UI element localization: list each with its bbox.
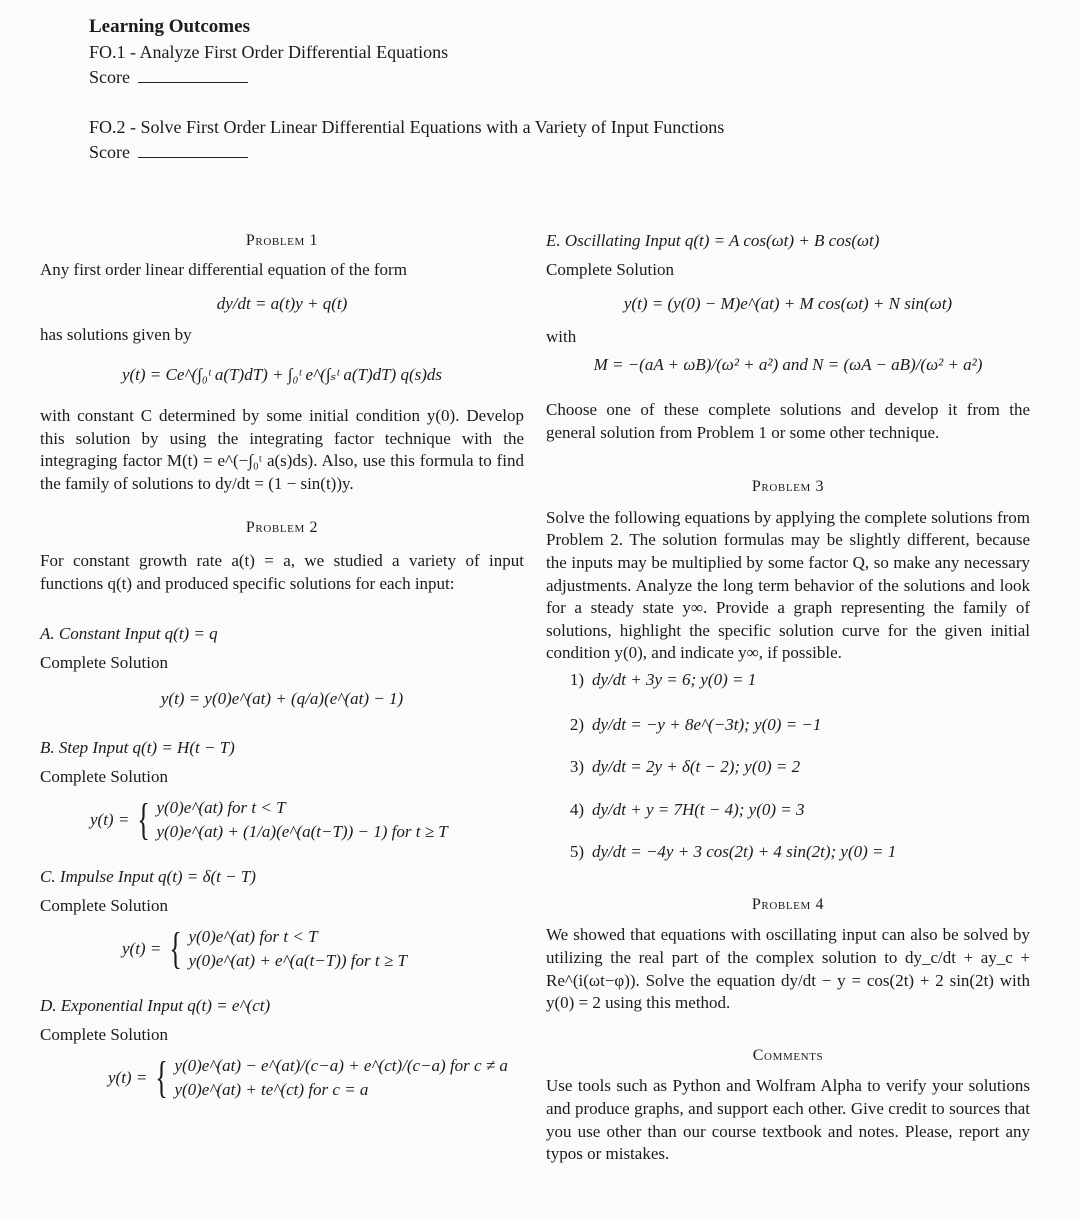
complete-solution-label: Complete Solution: [40, 895, 168, 915]
problem3-body: Solve the following equations by applying the complete solutions from Problem 2. The solution formulas may be slightly different, because the inputs may be multiplied by some factor Q, so make any necessary adjustments. Analyze the long term behavior of the solutions and look for a steady state y∞. Provide a graph representing the family of solutions, highlight the specific solution curve for the given initial condition y(0), and indicate y∞, if possible.: [546, 507, 1030, 663]
problem3-list: [546, 669, 1030, 864]
problem2-heading: Problem 2: [245, 519, 319, 537]
problem1-body: with constant C determined by some initial condition y(0). Develop this solution by using the integrating factor technique with the integraging factor M(t) = e^(−∫₀ᵗ a(s)ds). Also, use this formula to find the family of solutions to dy/dt = (1 − sin(t))y.: [40, 405, 524, 493]
problem2-D-cases: y(t) = { y(0)e^(at) − e^(at)/(c−a) + e^(ct)/(c−a) for c ≠ a y(0)e^(at) + te^(ct) for c = a: [108, 1053, 508, 1103]
case-row: y(0)e^(at) + te^(ct) for c = a: [174, 1080, 369, 1100]
problem3-heading: Problem 3: [751, 478, 825, 496]
problem2-intro: For constant growth rate a(t) = a, we studied a variety of input functions q(t) and produced specific solutions for each input:: [40, 550, 524, 593]
complete-solution-label: Complete Solution: [546, 259, 674, 279]
problem2-E-MN: M = −(aA + ωB)/(ω² + a²) and N = (ωA − aB)/(ω² + a²): [593, 355, 983, 375]
problem4-heading: Problem 4: [751, 895, 825, 913]
problem2-A-title: A. Constant Input q(t) = q: [40, 624, 218, 644]
case-row: y(0)e^(at) + e^(a(t−T)) for t ≥ T: [188, 951, 407, 971]
list-item: 5) dy/dt = −4y + 3 cos(2t) + 4 sin(2t); y(0) = 1: [566, 841, 1030, 864]
problem2-E-eq: y(t) = (y(0) − M)e^(at) + M cos(ωt) + N sin(ωt): [623, 294, 953, 314]
right-column: [546, 230, 1030, 1166]
complete-solution-label: Complete Solution: [40, 1024, 168, 1044]
with-label: with: [546, 326, 577, 346]
problem1-eq2: y(t) = Ce^(∫₀ᵗ a(T)dT) + ∫₀ᵗ e^(∫ₛᵗ a(T)dT) q(s)ds: [121, 365, 443, 385]
problem2-A-eq: y(t) = y(0)e^(at) + (q/a)(e^(at) − 1): [160, 689, 404, 709]
problem1-intro: Any first order linear differential equation of the form: [40, 259, 407, 279]
problem2-D-title: D. Exponential Input q(t) = e^(ct): [40, 996, 271, 1016]
list-item-text: dy/dt + y = 7H(t − 4); y(0) = 3: [592, 799, 805, 819]
list-item: 2) dy/dt = −y + 8e^(−3t); y(0) = −1: [566, 714, 1030, 737]
problem2-B-cases: y(t) = { y(0)e^(at) for t < T y(0)e^(at) + (1/a)(e^(a(t−T)) − 1) for t ≥ T: [90, 795, 448, 845]
problem2-E-note: Choose one of these complete solutions and develop it from the general solution from Problem 1 or some other technique.: [546, 399, 1030, 442]
case-row: y(0)e^(at) for t < T: [156, 798, 286, 818]
problem1-has-solutions: has solutions given by: [40, 324, 192, 344]
score-line: [138, 145, 248, 158]
case-row: y(0)e^(at) − e^(at)/(c−a) + e^(ct)/(c−a) for c ≠ a: [174, 1056, 508, 1076]
score-label: Score: [89, 142, 130, 162]
list-item-text: dy/dt = −4y + 3 cos(2t) + 4 sin(2t); y(0) = 1: [592, 842, 897, 862]
score-fo2: [89, 140, 989, 165]
score-line: [138, 70, 248, 83]
list-item-text: dy/dt = 2y + δ(t − 2); y(0) = 2: [592, 757, 801, 777]
problem1-heading: Problem 1: [245, 232, 319, 249]
case-row: y(0)e^(at) + (1/a)(e^(a(t−T)) − 1) for t ≥ T: [156, 822, 448, 842]
problem2-C-title: C. Impulse Input q(t) = δ(t − T): [40, 867, 256, 887]
left-column: [40, 230, 524, 1102]
outcome-fo1: FO.1 - Analyze First Order Differential Equations: [89, 42, 449, 62]
problem2-B-title: B. Step Input q(t) = H(t − T): [40, 737, 235, 757]
problem1-eq1: dy/dt = a(t)y + q(t): [216, 294, 348, 314]
score-label: Score: [89, 67, 130, 87]
header-title: Learning Outcomes: [89, 16, 250, 37]
list-item: 4) dy/dt + y = 7H(t − 4); y(0) = 3: [566, 799, 1030, 822]
complete-solution-label: Complete Solution: [40, 652, 168, 672]
comments-body: Use tools such as Python and Wolfram Alpha to verify your solutions and produce graphs, and support each other. Give credit to sources that you use other than our course textbook and notes. Please, report any typos or mistakes.: [546, 1076, 1030, 1164]
list-item-text: dy/dt + 3y = 6; y(0) = 1: [592, 669, 757, 689]
outcome-fo2: FO.2 - Solve First Order Linear Differential Equations with a Variety of Input Functions: [89, 117, 725, 137]
score-fo1: [89, 65, 989, 90]
case-row: y(0)e^(at) for t < T: [188, 927, 318, 947]
problem2-E-title: E. Oscillating Input q(t) = A cos(ωt) + B cos(ωt): [546, 231, 880, 250]
complete-solution-label: Complete Solution: [40, 766, 168, 786]
problem2-C-cases: y(t) = { y(0)e^(at) for t < T y(0)e^(at) + e^(a(t−T)) for t ≥ T: [122, 924, 407, 974]
comments-heading: Comments: [752, 1046, 824, 1064]
problem4-body: We showed that equations with oscillating input can also be solved by utilizing the real part of the complex solution to dy_c/dt + ay_c + Re^(i(ωt−φ)). Solve the equation dy/dt − y = cos(2t) + 2 sin(2t) with y(0) = 2 using this method.: [546, 925, 1030, 1013]
header: [89, 14, 989, 165]
list-item: 3) dy/dt = 2y + δ(t − 2); y(0) = 2: [566, 756, 1030, 779]
list-item-text: dy/dt = −y + 8e^(−3t); y(0) = −1: [592, 714, 822, 734]
list-item: 1) dy/dt + 3y = 6; y(0) = 1: [566, 669, 1030, 692]
